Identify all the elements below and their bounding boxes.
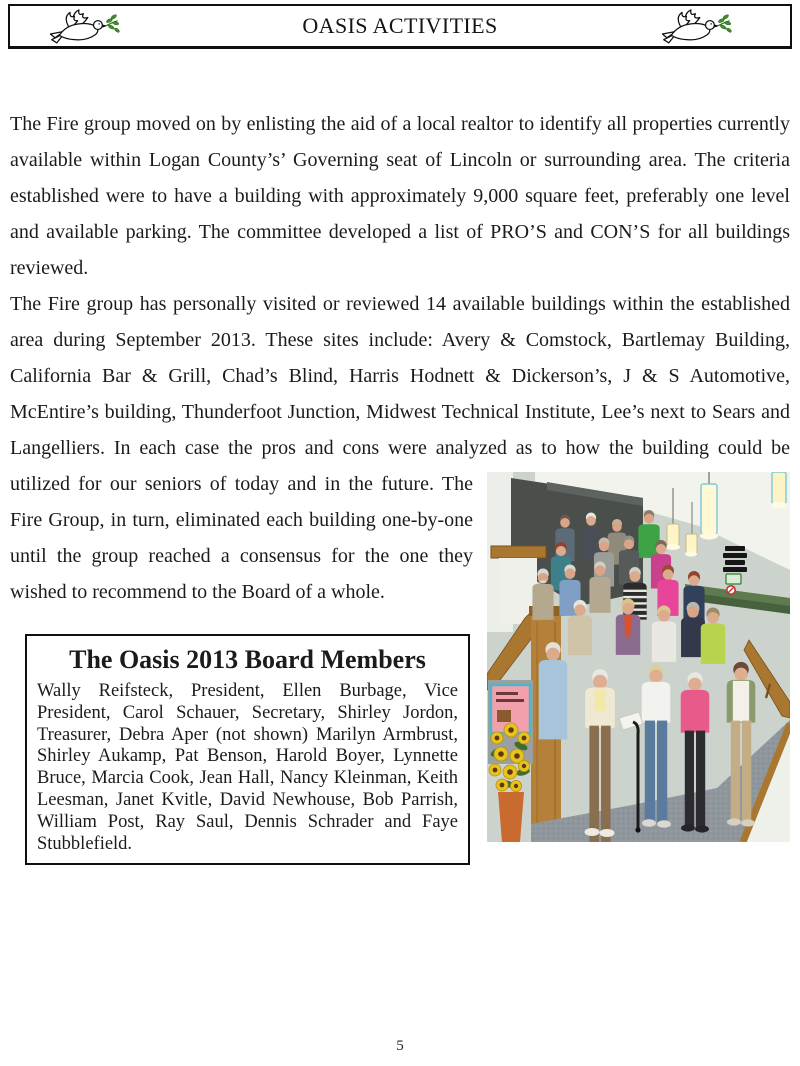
paragraph-buildings-reviewed-text: The Fire group has personally visited or reviewed 14 available buildings within the established area during September 2013. These sites include: Avery & Comstock, Bartlemay Building, California Bar & Grill, Chad’s Blind, Harris Hodnett & Dickerson’s, J & S Automotive, McEntire’s building, Thunderfoot Junction, Midwest Technical Institute, Lee’s next to Sears and Langelliers. In each case the pros and cons were analyzed as to how the building could be utilized for our seniors of today and in the future. The Fire Group, in turn, eliminated each building one-by-one until the group reached a consensus for the one they wished to recommend to the Board of a whole. [10,293,790,603]
paragraph-buildings-reviewed [10,286,790,610]
article-body [10,106,790,865]
board-members-title: The Oasis 2013 Board Members [69,645,426,674]
page-header [8,4,792,49]
paragraph-fire-group-realtor: The Fire group moved on by enlisting the aid of a local realtor to identify all properties currently available within Logan County’s’ Governing seat of Lincoln or surrounding area. The criteria established were to have a building with approximately 9,000 square feet, preferably one level and available parking. The committee developed a list of PRO’S and CON’S for all buildings reviewed. [10,113,790,279]
dove-olive-branch-icon [648,8,744,51]
dove-olive-branch-icon [36,8,132,51]
flower-vase [498,792,524,842]
group-photo [487,472,790,842]
page-number: 5 [396,1038,404,1054]
board-members-list: Wally Reifsteck, President, Ellen Burbage, Vice President, Carol Schauer, Secretary, Shirley Jordon, Treasurer, Debra Aper (not shown) Marilyn Armbrust, Shirley Aukamp, Pat Benson, Harold Boyer, Lynnette Bruce, Marcia Cook, Jean Hall, Nancy Kleinman, Keith Leesman, Janet Kvitle, David Newhouse, Bob Parrish, William Post, Ray Saul, Dennis Schrader and Faye Stubblefield. [37,681,458,854]
page-title: OASIS ACTIVITIES [302,13,498,38]
board-members-box [25,634,470,865]
